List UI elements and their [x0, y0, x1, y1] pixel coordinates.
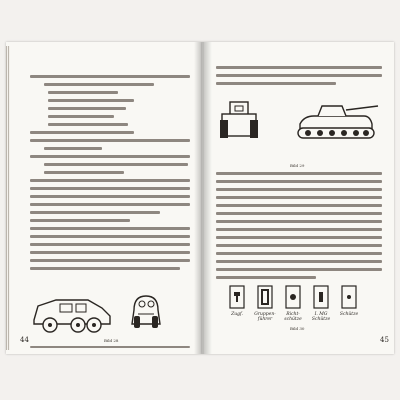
emblem-label: Schütze [339, 312, 359, 317]
emblem-label: Richt-schütze [284, 312, 302, 322]
right-page [202, 42, 394, 354]
figure-caption: Bild 30 [290, 326, 305, 331]
page-number: 45 [380, 336, 389, 344]
armored-car-illustration [30, 280, 190, 338]
rank-emblems [226, 284, 376, 314]
figure-caption: Bild 29 [290, 163, 305, 168]
emblem-schuetze [342, 286, 356, 308]
emblem-label: Zugf. [231, 312, 243, 317]
emblem-label: Gruppen-führer [254, 312, 276, 322]
emblem-label: I. MG Schütze [311, 312, 331, 322]
open-book [6, 42, 394, 354]
page-edge [6, 46, 10, 350]
page-number: 44 [20, 336, 29, 344]
emblem-gruppenfuehrer [258, 286, 272, 308]
book-gutter [194, 42, 212, 354]
emblem-mg-schuetze [314, 286, 328, 308]
emblem-richtschuetze [286, 286, 300, 308]
emblem-zugfuehrer [230, 286, 244, 308]
left-page [6, 42, 202, 354]
tank-illustration [218, 94, 382, 152]
figure-caption: Bild 28 [104, 338, 119, 343]
